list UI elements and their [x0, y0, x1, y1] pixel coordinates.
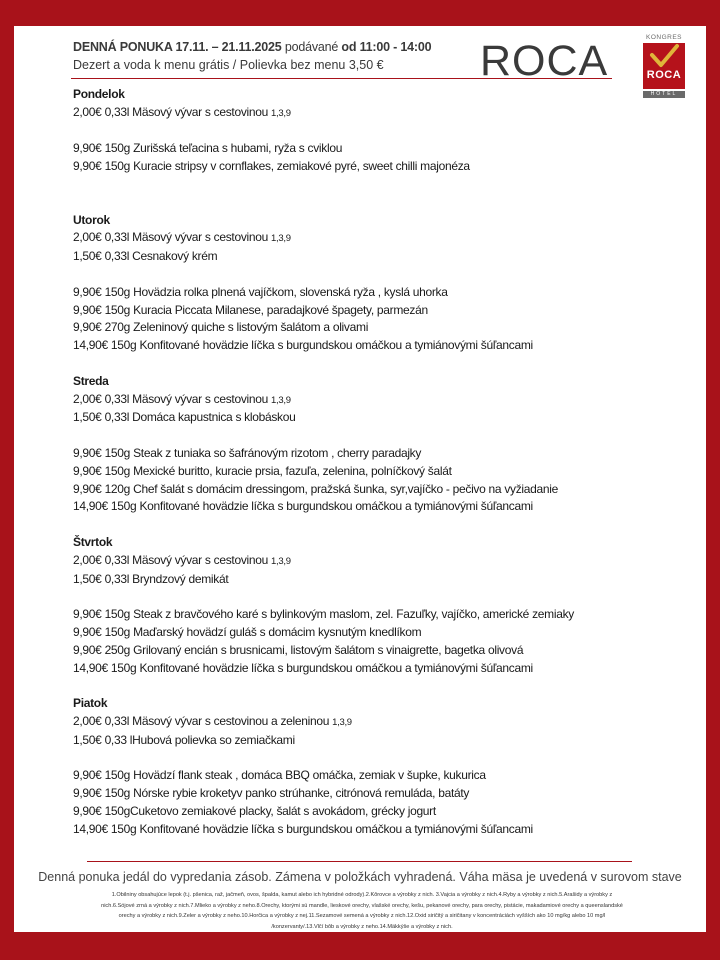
logo-emblem [643, 43, 685, 89]
allergen-line: 1.Obilniny obsahujúce lepok (t.j. pšenica, raž, jačmeň, ovos, špalda, kamut alebo ich hybridné odrody).2.Kôrovce a výrobky z nich. 3.Vajcia a výrobky z nich.4.Ryby a výrobky z nich.5.Arašidy a výrobky z [111, 892, 613, 898]
allergen-line: nich.6.Sójové zrná a výrobky z nich.7.Mlieko a výrobky z neho.8.Orechy, ktorými sú mandle, lieskové orechy, vlašské orechy, kešu, pekanové orechy, para orechy, pistácie, makadamiové orechy a queenslandské [101, 902, 623, 909]
soup-item [73, 104, 683, 123]
main-dish-item: 9,90€ 150g Hovädzia rolka plnená vajíčkom, slovenská ryža , kyslá uhorka [73, 284, 448, 299]
main-dish-item: 9,90€ 150g Maďarský hovädzí guláš s domácim kysnutým knedlíkom [73, 624, 422, 639]
main-dish-item: 14,90€ 150g Konfitované hovädzie líčka s burgundskou omáčkou a tymiánovými šúľancami [73, 660, 533, 675]
main-dish-item: 9,90€ 120g Chef šalát s domácim dressingom, pražská šunka, syr,vajíčko - pečivo na vyžiadanie [73, 481, 559, 496]
soup-item [73, 552, 683, 571]
main-dish-item: 9,90€ 150g Mexické buritto, kuracie prsia, fazuľa, zelenina, polníčkový šalát [73, 463, 452, 478]
logo-name: ROCA [646, 69, 682, 81]
main-dish-item: 9,90€ 150g Steak z tuniaka so šafránovým rizotom , cherry paradajky [73, 445, 422, 460]
main-dish-item: 9,90€ 150g Steak z bravčového karé s bylinkovým maslom, zel. Fazuľky, vajíčko, americké zemiaky [73, 607, 574, 622]
soup-text: 1,50€ 0,33l Cesnakový krém [73, 249, 218, 264]
soup-text: 2,00€ 0,33l Mäsový vývar s cestovinou [73, 552, 272, 567]
main-dish-item: 9,90€ 270g Zeleninový quiche s listovým šalátom a olivami [73, 320, 369, 335]
soup-text: 2,00€ 0,33l Mäsový vývar s cestovinou [73, 230, 272, 245]
header-subtitle: Dezert a voda k menu grátis / Polievka bez menu 3,50 € [73, 58, 384, 72]
day-heading: Utorok [73, 212, 110, 227]
main-dish-item: 9,90€ 150g Kuracia Piccata Milanese, paradajkové špagety, parmezán [73, 302, 428, 317]
soup-text: 2,00€ 0,33l Mäsový vývar s cestovinou a zeleninou [73, 713, 333, 728]
allergen-codes: 1,3,9 [271, 394, 291, 406]
menu-list [73, 86, 683, 838]
soup-item [73, 391, 683, 410]
main-dish-item: 14,90€ 150g Konfitované hovädzie líčka s burgundskou omáčkou a tymiánovými šúľancami [73, 499, 533, 514]
day-section [73, 695, 683, 838]
soup-text: 2,00€ 0,33l Mäsový vývar s cestovinou [73, 104, 272, 119]
brand-name: ROCA [480, 37, 609, 85]
footer-divider [87, 861, 632, 862]
allergen-codes: 1,3,9 [271, 233, 291, 245]
soup-text: 1,50€ 0,33 lHubová polievka so zemiačkami [73, 732, 295, 747]
day-heading: Streda [73, 373, 109, 388]
soup-item [73, 571, 683, 589]
day-section [73, 534, 683, 695]
main-dish-item: 9,90€ 150g Kuracie stripsy v cornflakes, zemiakové pyré, sweet chilli majonéza [73, 159, 470, 174]
footer-note: Denná ponuka jedál do vypredania zásob. Zámena v položkách vyhradená. Váha mäsa je uvedená v surovom stave [38, 870, 682, 884]
main-dish-item: 9,90€ 150g Zurišská teľacina s hubami, ryža s cviklou [73, 141, 343, 156]
day-heading: Štvrtok [73, 534, 113, 549]
main-dish-item: 9,90€ 150gCuketovo zemiakové placky, šalát s avokádom, grécky jogurt [73, 803, 436, 818]
soup-item [73, 713, 683, 732]
allergen-codes: 1,3,9 [271, 555, 291, 567]
logo-top-text: KONGRES [645, 34, 682, 41]
soup-item [73, 732, 683, 750]
allergen-codes: 1,3,9 [332, 716, 352, 728]
main-dish-item: 14,90€ 150g Konfitované hovädzie líčka s burgundskou omáčkou a tymiánovými šúľancami [73, 821, 533, 836]
soup-item [73, 248, 683, 266]
soup-item [73, 409, 683, 427]
soup-item [73, 229, 683, 248]
day-section [73, 373, 683, 534]
allergen-legend [48, 890, 676, 932]
soup-text: 1,50€ 0,33l Domáca kapustnica s klobáskou [73, 410, 296, 425]
allergen-codes: 1,3,9 [271, 107, 291, 119]
soup-text: 2,00€ 0,33l Mäsový vývar s cestovinou [73, 391, 272, 406]
logo-bottom-text: HOTEL [643, 91, 685, 98]
day-section [73, 86, 683, 212]
day-heading: Pondelok [73, 87, 125, 101]
day-section [73, 212, 683, 373]
allergen-line: /konzervanty/.13.Vlčí bôb a výrobky z neho.14.Mäkkýše a výrobky z nich. [271, 923, 453, 930]
main-dish-item: 9,90€ 150g Hovädzí flank steak , domáca BBQ omáčka, zemiak v šupke, kukurica [73, 768, 486, 783]
main-dish-item: 9,90€ 250g Grilovaný encián s brusnicami, listovým šalátom s vinaigrette, bagetka olivová [73, 642, 524, 657]
day-heading: Piatok [73, 696, 108, 711]
main-dish-item: 9,90€ 150g Nórske rybie kroketyv panko strúhanke, citrónová remuláda, batáty [73, 786, 470, 801]
allergen-line: orechy a výrobky z nich.9.Zeler a výrobky z neho.10.Horčica a výrobky z nej.11.Sezamové semená a výrobky z nich.12.Oxid siričitý a siričitany v koncentráciách vyšších ako 10 mg/kg alebo 10 mg/l [118, 913, 606, 919]
header-title: DENNÁ PONUKA 17.11. – 21.11.2025 podávané od 11:00 - 14:00 [73, 40, 432, 54]
checkmark-icon [643, 43, 685, 71]
menu-page [14, 26, 706, 932]
soup-text: 1,50€ 0,33l Bryndzový demikát [73, 571, 229, 586]
main-dish-item: 14,90€ 150g Konfitované hovädzie líčka s burgundskou omáčkou a tymiánovými šúľancami [73, 338, 533, 353]
